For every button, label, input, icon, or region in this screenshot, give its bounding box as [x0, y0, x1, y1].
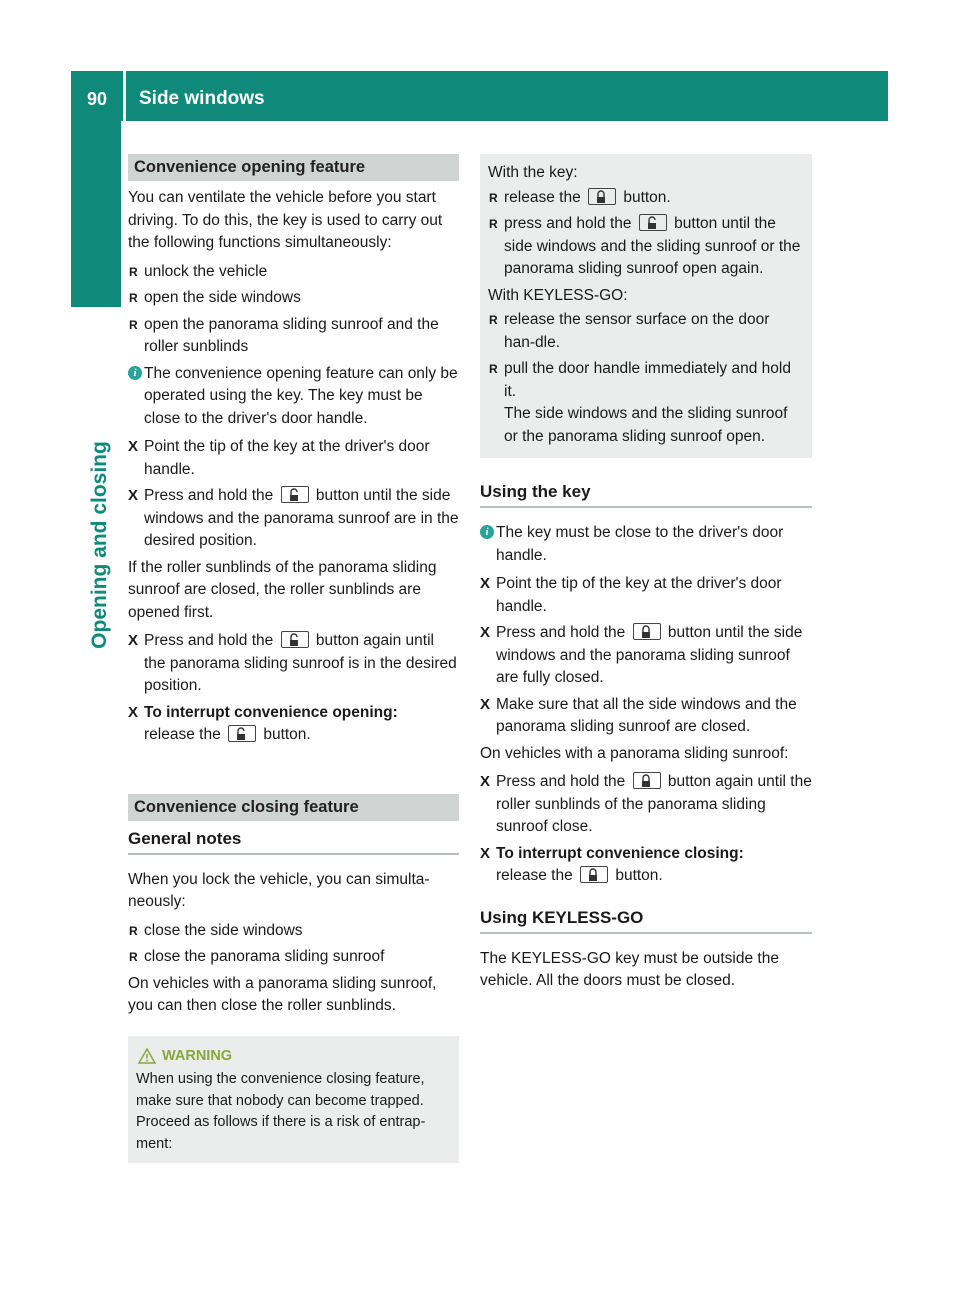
heading-convenience-closing: Convenience closing feature	[128, 794, 459, 821]
step-text: Press and hold the	[496, 624, 626, 641]
info-note-text: The key must be close to the driver's door handle.	[496, 524, 784, 564]
heading-convenience-opening: Convenience opening feature	[128, 154, 459, 181]
left-column	[128, 154, 459, 1163]
step-item	[128, 702, 459, 747]
keyless-para: The KEYLESS-GO key must be outside the vehicle. All the doors must be closed.	[480, 949, 779, 989]
list-item: R close the side windows	[128, 920, 459, 943]
page-header	[71, 71, 888, 121]
closing-para: On vehicles with a panorama sliding sunroof, you can then close the roller sunblinds.	[128, 974, 437, 1014]
warning-box	[128, 1036, 459, 1164]
step-text: button.	[615, 867, 663, 884]
warning-text: When using the convenience closing feature, make sure that nobody can become trapped. Proceed as follows if there is a risk of entrap-ment:	[136, 1071, 426, 1152]
info-icon: i	[128, 366, 142, 380]
step-item	[128, 436, 459, 481]
step-arrow-icon: X	[480, 624, 491, 641]
step-arrow-icon: X	[128, 632, 139, 649]
step-bold-text: To interrupt convenience opening:	[144, 703, 398, 721]
lock-button-icon	[588, 188, 616, 205]
step-item	[480, 694, 812, 739]
list-item: R unlock the vehicle	[128, 261, 459, 284]
subheading-using-key: Using the key	[480, 480, 812, 508]
warning-triangle-icon	[138, 1048, 156, 1064]
step-item	[480, 771, 812, 839]
unlock-button-icon	[639, 214, 667, 231]
lock-button-icon	[633, 772, 661, 789]
opening-para: If the roller sunblinds of the panorama sliding sunroof are closed, the roller sunblinds are opened first.	[128, 558, 437, 621]
list-item: R press and hold the button until the side windows and the sliding sunroof or the panorama sliding sunroof open again.	[488, 213, 804, 281]
step-arrow-icon: X	[128, 703, 139, 721]
warning-title: WARNING	[136, 1046, 451, 1068]
step-arrow-icon: X	[128, 438, 139, 455]
step-arrow-icon: X	[480, 773, 491, 790]
result-text: The side windows and the sliding sunroof or the panorama sliding sunroof open.	[504, 405, 788, 445]
subheading-using-keyless-go: Using KEYLESS-GO	[480, 906, 812, 934]
section-title: Side windows	[139, 88, 265, 109]
step-text: release the	[496, 867, 573, 884]
subheading-general-notes: General notes	[128, 827, 459, 855]
page-number: 90	[86, 88, 108, 109]
lock-button-icon	[633, 623, 661, 640]
side-tab-label: Opening and closing	[88, 441, 111, 649]
step-text: Press and hold the	[496, 773, 626, 790]
with-key-label: With the key:	[488, 164, 578, 181]
step-text: release the	[144, 726, 221, 743]
info-note	[128, 363, 459, 431]
unlock-button-icon	[281, 486, 309, 503]
lock-button-icon	[580, 866, 608, 883]
list-item: R close the panorama sliding sunroof	[128, 946, 459, 969]
instruction-box	[480, 154, 812, 458]
info-note-text: The convenience opening feature can only be operated using the key. The key must be close to the driver's door handle.	[144, 364, 458, 427]
step-text: Point the tip of the key at the driver's door handle.	[496, 575, 782, 615]
step-text: Press and hold the	[144, 632, 274, 649]
closing-intro: When you lock the vehicle, you can simulta-neously:	[128, 870, 430, 910]
list-item: R release the button.	[488, 187, 804, 210]
step-bold-text: To interrupt convenience closing:	[496, 844, 744, 862]
list-item: R open the side windows	[128, 287, 459, 310]
step-item	[128, 485, 459, 553]
with-keyless-label: With KEYLESS-GO:	[488, 286, 628, 304]
step-item	[480, 573, 812, 618]
step-text: button again until the panorama sliding sunroof is in the desired position.	[144, 632, 457, 694]
step-text: button.	[263, 726, 311, 743]
info-note	[480, 522, 812, 567]
step-arrow-icon: X	[480, 844, 491, 862]
step-text: Press and hold the	[144, 487, 274, 504]
right-column	[480, 154, 812, 999]
info-icon: i	[480, 525, 494, 539]
step-item	[480, 622, 812, 690]
step-text: button until the side windows and the panorama sliding sunroof are fully closed.	[496, 624, 803, 686]
list-item: R release the sensor surface on the door han-dle.	[488, 309, 804, 354]
step-arrow-icon: X	[480, 695, 491, 713]
list-item: R open the panorama sliding sunroof and the roller sunblinds	[128, 314, 459, 359]
step-arrow-icon: X	[480, 575, 491, 592]
step-item	[480, 843, 812, 888]
opening-intro: You can ventilate the vehicle before you start driving. To do this, the key is used to carry out the following functions simultaneously:	[128, 189, 443, 251]
side-tab-block	[71, 121, 121, 307]
step-text: Point the tip of the key at the driver's door handle.	[144, 438, 430, 478]
unlock-button-icon	[281, 631, 309, 648]
step-arrow-icon: X	[128, 487, 139, 504]
sunroof-para: On vehicles with a panorama sliding sunroof:	[480, 744, 789, 762]
step-item	[128, 630, 459, 698]
list-item: R pull the door handle immediately and hold it. The side windows and the sliding sunroof or the panorama sliding sunroof open.	[488, 358, 804, 448]
step-text: button until the side windows and the panorama sunroof are in the desired position.	[144, 487, 459, 549]
step-text: Make sure that all the side windows and the panorama sliding sunroof are closed.	[496, 695, 797, 735]
header-divider	[123, 71, 126, 121]
unlock-button-icon	[228, 725, 256, 742]
step-text: button again until the roller sunblinds of the panorama sliding sunroof close.	[496, 773, 812, 835]
